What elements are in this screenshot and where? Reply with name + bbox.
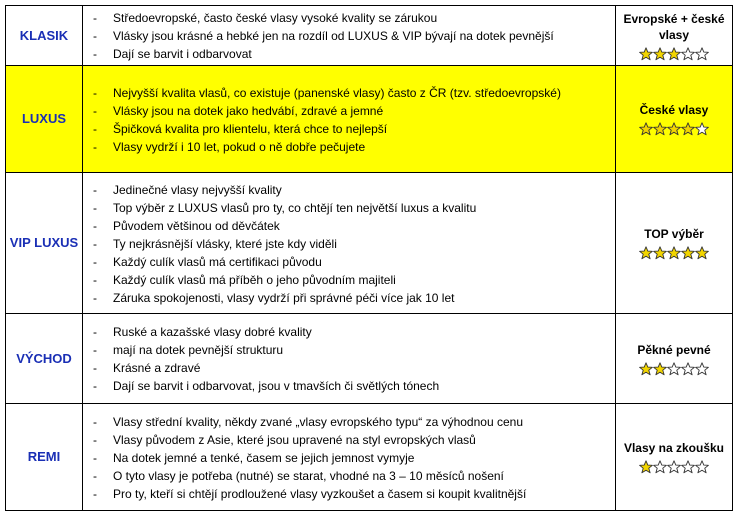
- feature-list: [83, 8, 615, 63]
- feature-item: - O tyto vlasy je potřeba (nutné) se starat, vhodné na 3 – 10 měsíců nošení: [93, 467, 615, 485]
- feature-item: - Pro ty, kteří si chtějí prodloužené vlasy vyzkoušet a časem si koupit kvalitnější: [93, 485, 615, 503]
- star-empty-icon: [695, 362, 709, 376]
- star-empty-icon: [695, 122, 709, 136]
- hair-tier-table: [5, 5, 733, 511]
- rating-cell: [616, 66, 733, 173]
- star-filled-icon: [653, 47, 667, 61]
- star-empty-icon: [681, 362, 695, 376]
- table-row: [6, 173, 733, 314]
- feature-list: [83, 180, 615, 307]
- star-filled-icon: [667, 122, 681, 136]
- feature-item: - Vlasy vydrží i 10 let, pokud o ně dobře pečujete: [93, 138, 615, 156]
- star-empty-icon: [695, 460, 709, 474]
- feature-item: - Ruské a kazašské vlasy dobré kvality: [93, 323, 615, 341]
- feature-item: - Nejvyšší kvalita vlasů, co existuje (panenské vlasy) často z ČR (tzv. středoevropské): [93, 84, 615, 102]
- rating-cell: [616, 314, 733, 404]
- rating-label: Vlasy na zkoušku: [623, 441, 725, 455]
- feature-list: [83, 83, 615, 156]
- feature-item: - Ty nejkrásnější vlásky, které jste kdy viděli: [93, 235, 615, 253]
- tier-description-cell: [83, 314, 616, 404]
- feature-item: - Každý culík vlasů má certifikaci původu: [93, 253, 615, 271]
- tier-description-cell: [83, 66, 616, 173]
- rating-cell: [616, 6, 733, 66]
- feature-item: - Dají se barvit i odbarvovat, jsou v tmavších či světlých tónech: [93, 377, 615, 395]
- tier-name-cell: [6, 6, 83, 66]
- feature-list: [83, 322, 615, 395]
- star-rating: [616, 47, 732, 61]
- star-filled-icon: [695, 246, 709, 260]
- tier-name: VÝCHOD: [16, 350, 72, 366]
- rating-label: České vlasy: [639, 103, 709, 117]
- tier-name-cell: [6, 314, 83, 404]
- rating-cell: [616, 404, 733, 511]
- star-rating: [616, 246, 732, 260]
- star-filled-icon: [639, 362, 653, 376]
- tier-name: KLASIK: [19, 27, 69, 43]
- feature-item: - Dají se barvit i odbarvovat: [93, 45, 615, 63]
- feature-item: - Původem většinou od děvčátek: [93, 217, 615, 235]
- feature-item: - Záruka spokojenosti, vlasy vydrží při správné péči více jak 10 let: [93, 289, 615, 307]
- star-filled-icon: [653, 246, 667, 260]
- feature-item: - Vlásky jsou na dotek jako hedvábí, zdravé a jemné: [93, 102, 615, 120]
- feature-item: - Na dotek jemné a tenké, časem se jejich jemnost vymyje: [93, 449, 615, 467]
- star-empty-icon: [681, 47, 695, 61]
- star-empty-icon: [681, 460, 695, 474]
- feature-item: - Krásné a zdravé: [93, 359, 615, 377]
- star-rating: [616, 122, 732, 136]
- table-row: [6, 314, 733, 404]
- feature-list: [83, 412, 615, 503]
- feature-item: - Vlásky jsou krásné a hebké jen na rozdíl od LUXUS & VIP bývají na dotek pevnější: [93, 27, 615, 45]
- tier-description-cell: [83, 404, 616, 511]
- tier-description-cell: [83, 173, 616, 314]
- feature-item: - Vlasy střední kvality, někdy zvané „vlasy evropského typu“ za výhodnou cenu: [93, 413, 615, 431]
- feature-item: - Vlasy původem z Asie, které jsou upravené na styl evropských vlasů: [93, 431, 615, 449]
- tier-name-cell: [6, 173, 83, 314]
- tier-name-cell: [6, 404, 83, 511]
- tier-name-cell: [6, 66, 83, 173]
- table-body: [6, 6, 733, 511]
- star-empty-icon: [667, 362, 681, 376]
- table-row: [6, 404, 733, 511]
- tier-name: VIP LUXUS: [9, 235, 79, 250]
- tier-name: REMI: [27, 449, 61, 464]
- feature-item: - mají na dotek pevnější strukturu: [93, 341, 615, 359]
- star-filled-icon: [639, 47, 653, 61]
- star-filled-icon: [639, 246, 653, 260]
- feature-item: - Špičková kvalita pro klientelu, která chce to nejlepší: [93, 120, 615, 138]
- tier-name: LUXUS: [21, 111, 67, 126]
- table-row: [6, 66, 733, 173]
- star-rating: [616, 362, 732, 376]
- star-filled-icon: [653, 362, 667, 376]
- rating-label: Pěkné pevné: [637, 342, 711, 357]
- rating-label: TOP výběr: [644, 227, 704, 241]
- feature-item: - Každý culík vlasů má příběh o jeho původním majiteli: [93, 271, 615, 289]
- table-row: [6, 6, 733, 66]
- star-rating: [616, 460, 732, 474]
- star-empty-icon: [653, 460, 667, 474]
- feature-item: - Top výběr z LUXUS vlasů pro ty, co chtějí ten největší luxus a kvalitu: [93, 199, 615, 217]
- star-filled-icon: [667, 246, 681, 260]
- star-filled-icon: [639, 460, 653, 474]
- star-empty-icon: [695, 47, 709, 61]
- feature-item: - Středoevropské, často české vlasy vysoké kvality se zárukou: [93, 9, 615, 27]
- star-filled-icon: [653, 122, 667, 136]
- feature-item: - Jedinečné vlasy nejvyšší kvality: [93, 181, 615, 199]
- star-filled-icon: [639, 122, 653, 136]
- star-filled-icon: [667, 47, 681, 61]
- star-filled-icon: [681, 246, 695, 260]
- rating-cell: [616, 173, 733, 314]
- rating-label: Evropské + české vlasy: [623, 11, 725, 42]
- star-empty-icon: [667, 460, 681, 474]
- tier-description-cell: [83, 6, 616, 66]
- star-filled-icon: [681, 122, 695, 136]
